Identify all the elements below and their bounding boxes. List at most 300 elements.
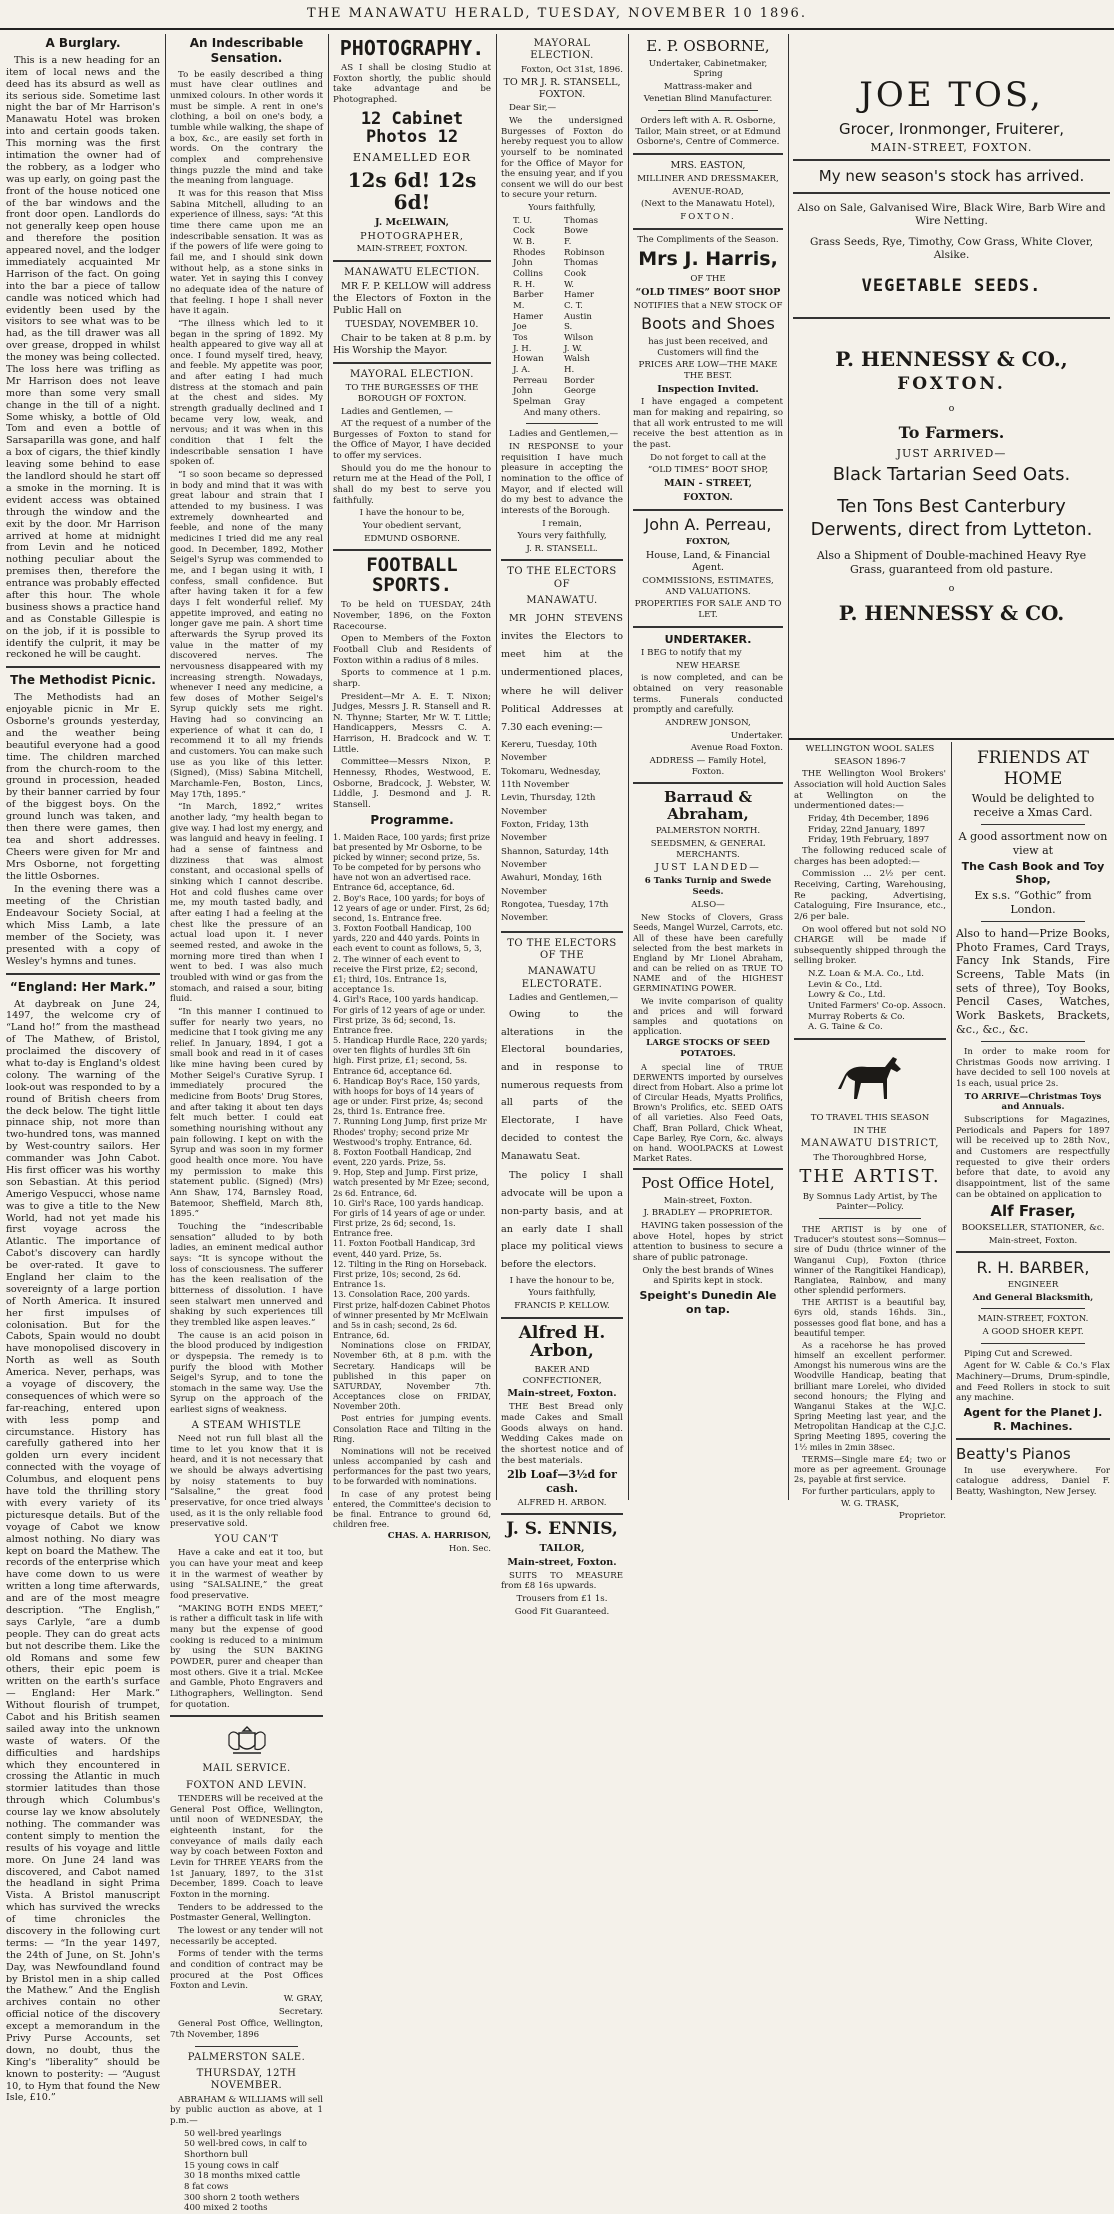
england-heading: “England: Her Mark.” bbox=[9, 979, 157, 994]
closing: I have the honour to be, bbox=[359, 508, 465, 519]
closing: Yours faithfully, bbox=[528, 203, 596, 214]
others: And many others. bbox=[523, 407, 601, 418]
rye-grass: Also a Shipment of Double-machined Heavy Rye Grass, guaranteed from old pasture. bbox=[816, 549, 1087, 577]
mail-service-heading: MAIL SERVICE. bbox=[202, 1763, 291, 1775]
list-item: 15 young cows in calf bbox=[184, 2160, 279, 2171]
photography-heading: PHOTOGRAPHY. bbox=[339, 36, 485, 60]
list-item: 300 shorn 2 tooth wethers bbox=[184, 2192, 300, 2203]
column-7b bbox=[952, 744, 1114, 1500]
list-item: 13. Consolation Race, 200 yards. First prize, half-dozen Cabinet Photos of winner presented by Mr McElwain and 5s in cash; second, 2s 6d. Entrance, 6d. bbox=[333, 1289, 491, 1341]
wool-season: SEASON 1896-7 bbox=[834, 756, 906, 767]
closing: I have the honour to be, bbox=[509, 1275, 615, 1286]
divider bbox=[633, 228, 783, 230]
list-item: N.Z. Loan & M.A. Co., Ltd. bbox=[808, 969, 925, 980]
nominations-text: Nominations will not be received unless accompanied by cash and performances for the past two years, to be forwarded with nominations. bbox=[333, 1445, 491, 1487]
list-item: Lowry & Co., Ltd. bbox=[808, 990, 886, 1001]
sensation-text: To be easily described a thing must have clear outlines and unmixed colours. In other words it must be simple. A rent in one's clothing, a boil on one's body, a tumble while walking, the shape of a box, &c., are easily set forth in words. On the contrary the complex and comprehensive things puzzle the mind and take the meaning from language. bbox=[170, 69, 323, 187]
column-6: JOE TOS, Grocer, Ironmonger, Fruiterer, MAIN-STREET, FOXTON. My new season's stock has arrived. Also on Sale, Galvanised Wire, Black Wire, Barb Wire and Wire Netting. Grass Seeds, Rye, Timothy, Cow Grass, White Clover, Alsike. VEGETABLE SEEDS. P. HENNESSY & CO., FOXTON. o To Farmers. JUST ARRIVED— Black Tartarian Seed Oats. Ten Tons Best Canterbury Derwents, direct from Lytteton. Also a Shipment of Double-machined Heavy Rye Grass, guaranteed from old pasture. o P. HENNESSY & CO. bbox=[789, 34, 1114, 734]
hotel-heading: Post Office Hotel, bbox=[641, 1174, 775, 1193]
football-text: To be held on TUESDAY, 24th November, 1896, on the Foxton Racecourse. bbox=[333, 600, 491, 632]
wire-text: Also on Sale, Galvanised Wire, Black Wire, Barb Wire and Wire Netting. bbox=[797, 201, 1106, 227]
list-item: 5. Handicap Hurdle Race, 220 yards; over ten flights of hurdles 3ft 6in high. First prize, £1; second, 5s. Entrance 6d, acceptance 6d. bbox=[333, 1035, 488, 1076]
divider bbox=[658, 110, 758, 111]
football-text: Open to Members of the Foxton Football Club and Residents of Foxton within a radius of 8 miles. bbox=[333, 634, 491, 666]
signatory: R. H. Barber bbox=[513, 279, 544, 301]
horse-icon bbox=[831, 1045, 909, 1109]
you-cant-heading: YOU CAN'T bbox=[214, 1534, 279, 1546]
electors-heading-2: MANAWATU. bbox=[526, 595, 598, 607]
list-item: 7. Running Long Jump, first prize Mr Rhodes' trophy; second prize Mr Westwood's trophy. Entrance, 6d. bbox=[333, 1116, 487, 1147]
signature-title: Undertaker. bbox=[730, 730, 783, 741]
stock-list bbox=[170, 2129, 323, 2214]
divider bbox=[501, 1513, 623, 1515]
signature: FRANCIS P. KELLOW. bbox=[514, 1301, 610, 1312]
electorate-heading: TO THE ELECTORS OF THE bbox=[507, 937, 617, 961]
signature: W. G. TRASK, bbox=[840, 1498, 900, 1509]
signature: ANDREW JONSON, bbox=[665, 718, 751, 729]
election-heading: MANAWATU ELECTION. bbox=[344, 267, 480, 279]
friends-text: In order to make room for Christmas Goods now arriving. I have decided to sell 100 novels at 1s each, usual price 2s. bbox=[956, 1047, 1110, 1090]
divider bbox=[333, 549, 491, 551]
beatty-heading: Beatty's Pianos bbox=[956, 1445, 1071, 1464]
travel-text: IN THE bbox=[853, 1125, 887, 1136]
date-line: Foxton, Oct 31st, 1896. bbox=[520, 64, 623, 75]
programme-list bbox=[333, 832, 491, 1341]
undertaker-text: I BEG to notify that my bbox=[641, 648, 742, 659]
fraser-text: Main-street, Foxton. bbox=[988, 1235, 1078, 1246]
wool-text: Commission ... 2½ per cent. Receiving, Carting, Warehousing, Re packing, Advertising, Cataloguing, Fire Insurance, etc., 2/6 per bale. bbox=[794, 869, 946, 922]
friends-text: Subscriptions for Magazines, Periodicals and Papers for 1897 will be received up to 28th Nov., and Customers are respectfully requested to give their orders before that date, to avoid any disappointment, list of the same can be obtained on application to bbox=[956, 1115, 1110, 1200]
column-7a bbox=[790, 744, 950, 1522]
closing: I remain, bbox=[542, 518, 582, 529]
barraud-text: JUST LANDED— bbox=[655, 862, 761, 874]
signatory: W. Hamer bbox=[563, 279, 594, 301]
list-item: Kereru, Tuesday, 10th November bbox=[501, 740, 598, 764]
undertaker-heading: UNDERTAKER. bbox=[664, 632, 752, 646]
photography-text: AS I shall be closing Studio at Foxton shortly, the public should take advantage and be Photographed. bbox=[333, 63, 491, 105]
signatory: S. Wilson bbox=[563, 322, 594, 343]
osborne-heading: E. P. OSBORNE, bbox=[646, 37, 770, 55]
harris-text: has just been received, and Customers will find the bbox=[648, 336, 768, 358]
picnic-text: The Methodists had an enjoyable picnic in Mr E. Osborne's grounds yesterday, and the weather being beautiful everyone had a good time. The children marched from the church-room to the ground in procession, headed by their banner carried by four of the biggest boys. On the ground lunch was taken, and then there were games, then tea and short addresses. Cheers were given for Mr and Mrs Osborne, not forgetting the little Osbornes. bbox=[6, 692, 160, 882]
signatory: Thomas Bowe bbox=[563, 215, 599, 237]
grass-text: Grass Seeds, Rye, Timothy, Cow Grass, White Clover, Alsike. bbox=[809, 236, 1094, 262]
list-item: 8. Foxton Football Handicap, 2nd event, 220 yards. Prize, 5s. bbox=[333, 1146, 472, 1168]
divider bbox=[956, 1438, 1110, 1440]
signatory: Joe Tos bbox=[513, 322, 528, 343]
programme-heading: Programme. bbox=[370, 812, 454, 827]
signature: W. GRAY, bbox=[283, 1993, 323, 2004]
kellow-date: TUESDAY, NOVEMBER 10. bbox=[345, 319, 479, 331]
fraser-heading: Alf Fraser, bbox=[990, 1202, 1076, 1221]
kellow-letter: Owing to the alterations in the Electoral boundaries, and in response to numerous requests from all parts of the Electorate, I have decided to contest the Manawatu Seat. bbox=[501, 1008, 623, 1162]
divider bbox=[333, 362, 491, 364]
harris-text: OF THE bbox=[690, 274, 726, 285]
divider bbox=[981, 824, 1085, 825]
divider bbox=[526, 423, 598, 424]
football-heading: FOOTBALL SPORTS. bbox=[366, 554, 458, 597]
acceptance-text: IN RESPONSE to your requisition I have much pleasure in accepting the nomination to the office of Mayor, and if elected will do my best to advance the interests of the Borough. bbox=[501, 441, 623, 516]
fraser-text: BOOKSELLER, STATIONER, &c. bbox=[961, 1222, 1105, 1233]
harris-text: I have engaged a competent man for making and repairing, so that all work entrusted to me will receive the best attention as in the past. bbox=[633, 397, 783, 451]
signatory: H. Border bbox=[563, 364, 595, 386]
artist-heading: THE ARTIST. bbox=[799, 1166, 941, 1188]
column-4 bbox=[497, 34, 627, 1617]
cash-book-heading: The Cash Book and Toy Shop, bbox=[961, 859, 1105, 887]
derwents: Ten Tons Best Canterbury Derwents, direct from Lytteton. bbox=[810, 495, 1093, 541]
ennis-text: Trousers from £1 1s. bbox=[516, 1593, 608, 1604]
nominations-text: In case of any protest being entered, the Committee's decision to be final. Entrance to ground 6d, children free. bbox=[333, 1488, 491, 1530]
arbon-heading: Alfred H. Arbon, bbox=[518, 1322, 606, 1362]
to-farmers: To Farmers. bbox=[898, 422, 1005, 442]
divider bbox=[633, 782, 783, 784]
list-item: United Farmers' Co-op. Assocn. bbox=[808, 1001, 946, 1012]
season-text: The Compliments of the Season. bbox=[637, 234, 779, 245]
speights-ale: Speight's Dunedin Ale on tap. bbox=[639, 1289, 777, 1316]
vegetable-seeds: VEGETABLE SEEDS. bbox=[861, 276, 1042, 297]
electors-heading: TO THE ELECTORS OF bbox=[507, 566, 617, 590]
divider bbox=[195, 2046, 298, 2047]
royal-crest-icon bbox=[225, 1723, 269, 1757]
list-item: Friday, 19th February, 1897 bbox=[808, 835, 930, 846]
post-office-date: General Post Office, Wellington, 7th November, 1896 bbox=[170, 2019, 323, 2040]
photographer-address: MAIN-STREET, FOXTON. bbox=[356, 244, 468, 255]
planet-machines: Agent for the Planet J. R. Machines. bbox=[963, 1405, 1103, 1433]
undertaker-text: NEW HEARSE bbox=[676, 660, 740, 671]
barraud-text: PALMERSTON NORTH. bbox=[655, 826, 761, 837]
joe-tos-address: MAIN-STREET, FOXTON. bbox=[870, 140, 1033, 154]
barber-text: Agent for W. Cable & Co.'s Flax Machinery—Drums, Drum-spindle, and Feed Rollers in stock to suit any machine. bbox=[956, 1361, 1110, 1404]
barber-text: Piping Cut and Screwed. bbox=[964, 1348, 1073, 1359]
column-1 bbox=[2, 34, 164, 2104]
harris-text: Do not forget to call at the bbox=[650, 452, 766, 463]
signature-title: Proprietor. bbox=[898, 1511, 946, 1522]
kellow-chair: Chair to be taken at 8 p.m. by His Worship the Mayor. bbox=[333, 333, 491, 356]
osborne-text: Should you do me the honour to return me at the Head of the Poll, I shall do my best to serve you faithfully. bbox=[333, 463, 491, 506]
hennessy-heading: P. HENNESSY & CO., bbox=[835, 347, 1068, 372]
perreau-text: House, Land, & Financial Agent. bbox=[645, 550, 771, 573]
signatory: George Gray bbox=[563, 386, 596, 407]
divider bbox=[501, 1317, 623, 1319]
stevens-text: MR JOHN STEVENS invites the Electors to meet him at the undermentioned places, where he will deliver Political Addresses at 7.30 each evening:— bbox=[501, 612, 623, 733]
easton-text: MILLINER AND DRESSMAKER, bbox=[637, 173, 779, 184]
signature: J. R. STANSELL. bbox=[526, 543, 598, 554]
barraud-heading: Barraud & Abraham, bbox=[663, 788, 753, 823]
burgesses-heading: TO THE BURGESSES OF THE BOROUGH OF FOXTON. bbox=[345, 383, 479, 404]
list-item: 50 well-bred cows, in calf to Shorthorn bull bbox=[184, 2139, 307, 2160]
list-item: 8 fat cows bbox=[184, 2181, 229, 2192]
harris-text: NOTIFIES that a NEW STOCK OF bbox=[633, 300, 783, 311]
mayoral-heading: MAYORAL ELECTION. bbox=[530, 38, 594, 62]
ennis-text: SUITS TO MEASURE from £8 16s upwards. bbox=[501, 1570, 623, 1592]
hotel-text: HAVING taken possession of the above Hotel, hopes by strict attention to business to secure a share of public patronage. bbox=[633, 1221, 783, 1264]
electorate-heading-2: MANAWATU ELECTORATE. bbox=[521, 966, 603, 990]
joe-tos-trade: Grocer, Ironmonger, Fruiterer, bbox=[839, 120, 1064, 139]
divider bbox=[633, 626, 783, 628]
easton-text: (Next to the Manawatu Hotel), bbox=[641, 199, 775, 210]
signatory: J. W. Walsh bbox=[563, 343, 590, 365]
barraud-text: A special line of TRUE DERWENTS imported by ourselves direct from Hobart. Also a prime lot of Circular Heads, Myatts Prolifics, Brown's Prolifics, etc. SEED OATS of all varieties. Also Feed Oats, Chaff, Bran Pollard, Chick Wheat, Cape Barley, Rye Corn, &c. always on hand. WOOLPACKS at Lowest Market Rates. bbox=[633, 1061, 783, 1164]
harris-text: “OLD TIMES” BOOT SHOP, bbox=[647, 465, 769, 476]
mayoral-heading: MAYORAL ELECTION. bbox=[350, 368, 474, 380]
ennis-heading: J. S. ENNIS, bbox=[506, 1519, 618, 1540]
addressee: TO MR J. R. STANSELL, FOXTON. bbox=[503, 77, 621, 101]
ennis-address: Main-street, Foxton. bbox=[507, 1556, 617, 1568]
list-item: 10. Girl's Race, 100 yards handicap. For girls of 14 years of age or under. First prize, 2s 6d; second, 1s. Entrance free. bbox=[333, 1197, 486, 1239]
signatory: C. T. Austin bbox=[563, 301, 592, 322]
easton-heading: MRS. EASTON, bbox=[670, 160, 746, 172]
list-item: Shannon, Saturday, 14th November bbox=[501, 846, 609, 870]
divider bbox=[981, 1041, 1085, 1042]
signature-address: Avenue Road Foxton. bbox=[690, 743, 783, 754]
divider bbox=[6, 666, 160, 668]
sale-date: THURSDAY, 12TH NOVEMBER. bbox=[196, 2067, 297, 2092]
just-arrived: JUST ARRIVED— bbox=[896, 446, 1007, 460]
harris-text: PRICES ARE LOW—THE MAKE THE BEST. bbox=[638, 360, 778, 381]
divider bbox=[794, 1038, 946, 1040]
signatory: John Collins bbox=[513, 258, 543, 280]
inspection-invited: Inspection Invited. bbox=[657, 383, 759, 395]
travel-district: MANAWATU DISTRICT, bbox=[800, 1138, 940, 1150]
baking-powder-text: “MAKING BOTH ENDS MEET,” is rather a difficult task in life with many but the expense of good cooking is reduced to a minimum by using the SUN BAKING POWDER, purer and cheaper than most others. Give it a trial. McKee and Gamble, Photo Engravers and Lithographers, Wellington. Send for quotation. bbox=[170, 1603, 323, 1710]
easton-text: AVENUE-ROAD, bbox=[672, 186, 744, 197]
barraud-text: SEEDSMEN, & GENERAL MERCHANTS. bbox=[650, 839, 766, 860]
signatory: John Spelman bbox=[513, 386, 552, 407]
signature-title: Secretary. bbox=[278, 2006, 323, 2017]
list-item: 2. Boy's Race, 100 yards; for boys of 12 years of age or under. First, 2s 6d; second, 1s. Entrance free. bbox=[333, 892, 490, 923]
signature: CHAS. A. HARRISON, bbox=[387, 1531, 491, 1542]
barraud-text: We invite comparison of quality and prices and will forward samples and quotations on application. bbox=[633, 995, 783, 1037]
signatory: J. A. Perreau bbox=[513, 364, 548, 386]
list-item: Foxton, Friday, 13th November bbox=[501, 820, 589, 844]
photographer-name: J. McELWAIN, bbox=[375, 216, 449, 228]
list-item: Friday, 22nd January, 1897 bbox=[808, 824, 926, 835]
divider bbox=[501, 931, 623, 933]
harris-text: FOXTON. bbox=[683, 491, 733, 503]
column-2 bbox=[166, 34, 327, 2214]
divider bbox=[819, 1218, 921, 1219]
list-item: Awahuri, Monday, 16th November bbox=[501, 873, 602, 897]
kellow-text: MR F. P. KELLOW will address the Electors of Foxton in the Public Hall on bbox=[333, 281, 491, 317]
auction-text: ABRAHAM & WILLIAMS will sell by public auction as above, at 1 p.m.— bbox=[170, 2094, 323, 2127]
foxton-levin-heading: FOXTON AND LEVIN. bbox=[186, 1779, 307, 1791]
divider bbox=[793, 192, 1110, 194]
divider bbox=[6, 973, 160, 975]
sensation-text: The cause is an acid poison in the blood produced by indigestion or dyspepsia. The remedy is to purify the blood with Mother Seigel's Syrup, and to tone the stomach in the same way. Use the Syrup on the approach of the earliest signs of weakness. bbox=[170, 1330, 323, 1416]
wool-text: On wool offered but not sold NO CHARGE will be made if subsequently shipped through the selling broker. bbox=[794, 924, 946, 967]
barraud-text: LARGE STOCKS OF SEED POTATOES. bbox=[646, 1038, 770, 1059]
barber-text: A GOOD SHOER KEPT. bbox=[982, 1327, 1084, 1338]
list-item: Friday, 4th December, 1896 bbox=[808, 813, 929, 824]
steam-whistle-text: Need not run full blast all the time to let you know that it is heard, and it is not necessary that we should be always advertising by noisy statements to buy “Salsaline,” the great food preservative, for once tried always used, as it is the only reliable food preservative sold. bbox=[170, 1434, 323, 1530]
column-5 bbox=[629, 34, 787, 1500]
tender-text: TENDERS will be received at the General Post Office, Wellington, until noon of WEDNESDAY, the eighteenth instant, for the conveyance of mails daily each way by coach between Foxton and Levin for THREE YEARS from the 1st January, 1897, to the 31st December, 1899. Coach to leave Foxton in the morning. bbox=[170, 1794, 323, 1900]
travel-heading: TO TRAVEL THIS SEASON bbox=[810, 1113, 930, 1124]
enamelled: ENAMELLED EOR bbox=[352, 151, 472, 164]
friends-heading: FRIENDS AT HOME bbox=[977, 748, 1089, 790]
tender-text: Tenders to be addressed to the Postmaster General, Wellington. bbox=[170, 1902, 323, 1924]
closing: Yours very faithfully, bbox=[517, 531, 607, 542]
tender-text: Forms of tender with the terms and condition of contract may be procured at the Post Offices Foxton and Levin. bbox=[170, 1949, 323, 1992]
list-item: 11. Foxton Football Handicap, 3rd event, 440 yard. Prize, 5s. bbox=[333, 1238, 476, 1259]
ennis-trade: TAILOR, bbox=[539, 1542, 585, 1554]
sensation-text: “In this manner I continued to suffer for nearly two years, no medicine that I took giving me any relief. In January, 1894, I got a small book and read in it of cases like mine having been cured by Mother Seigel's Curative Syrup. I immediately procured the medicine from Boots' Drug Stores, and after taking it about ten days felt much better. I could eat something nourishing without any pain following. I kept on with the Syrup and was soon in my former good health once more. You have my permission to make this statement public. (Signed) (Mrs) Ann Shaw, 174, Barnsley Road, Batemoor, Sheffield, March 8th, 1895.” bbox=[170, 1006, 323, 1220]
hennessy-footer: P. HENNESSY & CO. bbox=[838, 600, 1065, 625]
signatory: M. Hamer bbox=[513, 301, 543, 322]
artist-text: THE ARTIST is by one of Traducer's stoutest sons—Somnus—sire of Dudu (thrice winner of the Wanganui Cup), Foxton (thrice winner of the Rangitikei Handicap), Rangiatea, Rainbow, and many other splendid performers. bbox=[794, 1224, 946, 1296]
cabinet-photos: 12 Cabinet Photos 12 bbox=[360, 108, 464, 148]
list-item: 4. Girl's Race, 100 yards handicap. For girls of 12 years of age or under. First prize, 3s 6d; second, 1s. Entrance free. bbox=[333, 994, 486, 1035]
divider bbox=[793, 159, 1110, 161]
sensation-heading: An Indescribable Sensation. bbox=[189, 36, 304, 65]
barber-text: MAIN-STREET, FOXTON. bbox=[977, 1314, 1089, 1325]
football-officials: President—Mr A. E. T. Nixon; Judges, Messrs J. R. Stansell and R. N. Thynne; Starter, Mr W. T. Little; Handicappers, Messrs C. A. Harrison, H. Bradcock and W. T. Little. bbox=[333, 691, 491, 755]
list-item: 30 18 months mixed cattle bbox=[184, 2171, 301, 2182]
barraud-text: New Stocks of Clovers, Grass Seeds, Mangel Wurzel, Carrots, etc. All of these have been carefully selected from the best markets in England by Mr Lionel Abraham, and can be relied on as TRUE TO NAME and of the HIGHEST GERMINATING POWER. bbox=[633, 912, 783, 994]
artist-text: For further particulars, apply to bbox=[802, 1486, 935, 1497]
artist-text: TERMS—Single mare £4; two or more as per agreement. Grounage 2s, payable at first service. bbox=[794, 1453, 946, 1485]
perreau-text: PROPERTIES FOR SALE AND TO LET. bbox=[634, 599, 782, 620]
list-item: 3. Foxton Football Handicap, 100 yards, 220 and 440 yards. Points in each event to count as follows, 5, 3, 2. The winner of each event to receive the First prize, £2; second, £1; third, 10s. Entrance 1s, acceptance 1s. bbox=[333, 923, 482, 995]
list-item: A. G. Taine & Co. bbox=[808, 1022, 883, 1033]
undertaker-address: ADDRESS — Family Hotel, Foxton. bbox=[649, 756, 767, 777]
loaf-price: 2lb Loaf—3½d for cash. bbox=[507, 1468, 617, 1495]
osborne-trade: Mattrass-maker and bbox=[663, 81, 753, 92]
photographer-title: PHOTOGRAPHER, bbox=[360, 230, 464, 242]
harris-heading: Mrs J. Harris, bbox=[638, 248, 778, 271]
joe-tos-heading: JOE TOS, bbox=[859, 75, 1044, 115]
list-item: Levin & Co., Ltd. bbox=[808, 979, 883, 990]
travel-text: The Thoroughbred Horse, bbox=[813, 1152, 927, 1163]
divider bbox=[981, 1308, 1085, 1309]
perreau-text: FOXTON, bbox=[685, 537, 731, 548]
osborne-orders: Orders left with A. R. Osborne, Tailor, Main street, or at Edmund Osborne's, Centre of Commerce. bbox=[635, 116, 781, 148]
requisition-text: We the undersigned Burgesses of Foxton do hereby request you to allow yourself to be nominated for the Office of Mayor for the ensuing year, and if you consent we will do our best to secure your return. bbox=[501, 115, 623, 201]
barraud-text: 6 Tanks Turnip and Swede Seeds. bbox=[644, 876, 772, 897]
osborne-trade: Undertaker, Cabinetmaker, Spring bbox=[648, 58, 768, 80]
signatory: T. U. Cock bbox=[513, 215, 535, 237]
sensation-text: It was for this reason that Miss Sabina Mitchell, alluding to an experience of illness, says: “At this time there came upon me an indescribable sensation. It was as if the powers of life were going to fail me, and I should sink down without help, as a stone sinks in water. Yet in saying this I convey no adequate idea of the nature of that feeling. I hope I shall never have it again. bbox=[170, 188, 323, 317]
divider bbox=[789, 738, 1114, 740]
divider bbox=[333, 260, 491, 262]
nominations-text: Nominations close on FRIDAY, November 6th, at 8 p.m. with the Secretary. Handicaps will be published in this paper on SATURDAY, November 7th. Acceptances close on FRIDAY, November 20th. bbox=[333, 1340, 491, 1412]
england-text: At daybreak on June 24, 1497, the welcome cry of “Land ho!” from the masthead of The Mathew, of Bristol, proclaimed the discovery of what to-day is England's oldest colony. The warning of the look-out was responded to by a round of British cheers from the deck below. The tight little pinnace ship, not more than two-hundred tons, was manned by West-country sailors. Her commander was John Cabot. His first officer was his worthy son Sebastian. At this period Amerigo Vespucci, whose name was to give a title to the New World, had not yet made his first voyage across the Atlantic. The importance of Cabot's discovery can hardly be over-rated. It gave to England her claim to the sovereignty of a large portion of North America. It insured her first impulses of colonisation. But for the Cabots, Spain would no doubt have monopolised discovery in North as well as South America. Never, perhaps, was a voyage of discovery, the consequences of which were so far-reaching, entered upon with less pomp and circumstance. History has carefully gathered into her golden urn every incident connected with the voyage of Columbus, and eloquent pens have told the thrilling story with every variety of its picturesque details. But of the voyage of Cabot we know almost nothing. No diary was kept on board the Mathew. The records of the enterprise which have come down to us were written a long time afterwards, and are of the most meagre description. “The English,” says Carlyle, “are a dumb people. They can do great acts but not describe them. Like the old Romans and some few others, their epic poem is written on the earth's surface — England: Her Mark.” Without flourish of trumpet, Cabot and his British seamen sailed away into the unknown waste of waters. Of the difficulties and hardships which they encountered in crossing the Atlantic in much stormier latitudes than those through which Columbus's course lay we know absolutely nothing. The commander was content simply to mention the results of his voyage and little more. On June 24 land was discovered, and Cabot named the headland in sight Prima Vista. A Bristol manuscript which has survived the wrecks of time chronicles the discovery in the following curt terms: — “In the year 1497, the 24th of June, on St. John's Day, was Newfoundland found by Bristol men in a ship called the Mathew.” And the English archives contain no other official notice of the discovery except a memorandum in the Privy Purse Accounts, set down, no doubt, thus the King's “liberality” should be known to posterity: — “August 10, to Hym that found the New Isle, £10.” bbox=[6, 998, 160, 2104]
you-cant-text: Have a cake and eat it too, but you can have your meat and keep it in the warmest of weather by using “SALSALINE,” the great food preservative. bbox=[170, 1548, 323, 1602]
hotel-text: J. BRADLEY — PROPRIETOR. bbox=[643, 1208, 773, 1219]
picnic-text-2: In the evening there was a meeting of the Christian Endeavour Society Social, at which Miss Lamb, a late member of the Society, was presented with a copy of Wesley's hymns and tunes. bbox=[6, 884, 160, 967]
closing: Your obedient servant, bbox=[362, 521, 462, 532]
signatory: J. H. Howan bbox=[513, 343, 544, 365]
friends-text: A good assortment now on view at bbox=[958, 830, 1108, 858]
new-stock: My new season's stock has arrived. bbox=[818, 167, 1085, 186]
nominations-text: Post entries for jumping events. Consolation Race and Tilting in the Ring. bbox=[333, 1413, 491, 1444]
arbon-text: THE Best Bread only made Cakes and Small Goods always on hand. Wedding Cakes made on the shortest notice and of the best materials. bbox=[501, 1402, 623, 1466]
football-committee: Committee—Messrs Nixon, P. Hennessy, Rhodes, Westwood, E. Osborne, Bradcock, J. Webster, W. Liddle, J. Desmond and J. R. Stansell. bbox=[333, 757, 491, 811]
salutation: Dear Sir,— bbox=[509, 103, 557, 114]
hotel-text: Only the best brands of Wines and Spirits kept in stock. bbox=[642, 1265, 774, 1287]
artist-text: By Somnus Lady Artist, by The Painter—Policy. bbox=[802, 1191, 938, 1213]
signatory: W. B. Rhodes bbox=[513, 237, 546, 258]
hotel-text: Main-street, Foxton. bbox=[663, 1195, 753, 1206]
list-item: 1. Maiden Race, 100 yards; first prize bat presented by Mr Osborne, to be picked by winner; second prize, 5s. To be competed for by persons who have not won an advertised race. Entrance 6d, acceptance, 6d. bbox=[333, 831, 490, 893]
salutation: Ladies and Gentlemen,— bbox=[509, 429, 619, 440]
divider bbox=[633, 509, 783, 511]
signature: EDMUND OSBORNE. bbox=[364, 533, 460, 544]
wool-dates bbox=[794, 814, 946, 846]
burglary-heading: A Burglary. bbox=[45, 36, 121, 50]
sensation-text: “I so soon became so depressed in body and mind that it was with great labour and strain that I attended to my business. I was extremely downhearted and feeble, and none of the many medicines I tried did me any real good. In December, 1892, Mother Seigel's Syrup was commended to me, and I began using it with, I confess, small confidence. But after having taken it for a few days I felt wonderful relief. My appetite improved, and eating no longer gave me pain. A short time afterwards the Syrup proved its value in the matter of my discovered nerves. The nervousness disappeared with my increasing strength. Nowadays, whenever I need any medicine, a few doses of Mother Seigel's Syrup quickly sets me right. Having had so convincing an experience of what it can do, I recommend it to all my friends and customers. You can make such use as you like of this letter. (Signed), (Miss) Sabina Mitchell, Marchamle-Fen, Boston, Lincs, May 17th, 1895.” bbox=[170, 470, 323, 800]
friends-text: Ex s.s. “Gothic” from London. bbox=[974, 888, 1092, 916]
wool-text: THE Wellington Wool Brokers' Association will hold Auction Sales at Wellington on the undermentioned dates:— bbox=[794, 769, 947, 812]
undertaker-text: is now completed, and can be obtained on very reasonable terms. Funerals conducted promptly and carefully. bbox=[633, 673, 783, 716]
osborne-trade: Venetian Blind Manufacturer. bbox=[643, 94, 773, 105]
column-3 bbox=[329, 34, 495, 1554]
salutation: Ladies and Gentlemen, — bbox=[341, 406, 453, 417]
signature-title: Hon. Sec. bbox=[448, 1543, 491, 1554]
divider bbox=[501, 559, 623, 561]
arbon-address: Main-street, Foxton. bbox=[507, 1388, 617, 1400]
divider bbox=[981, 921, 1085, 922]
signatories bbox=[501, 216, 623, 408]
seed-oats: Black Tartarian Seed Oats. bbox=[832, 464, 1071, 486]
arbon-trade: BAKER AND CONFECTIONER, bbox=[522, 1365, 602, 1386]
places-list bbox=[501, 739, 623, 925]
list-item: 6. Handicap Boy's Race, 150 yards, with hoops for boys of 14 years of age or under. First prize, 4s; second 2s, third 1s. Entrance free. bbox=[333, 1075, 484, 1117]
list-item: 400 mixed 2 tooths bbox=[184, 2203, 268, 2214]
tender-text: The lowest or any tender will not necessarily be accepted. bbox=[170, 1925, 323, 1947]
sensation-text: “In March, 1892,” writes another lady, “my health began to give way. I had lost my energy, and was languid and heavy in feeling. I had a sense of faintness and dizziness that was almost constant, and occasional spells of sinking which I cannot describe. Hot and cold flushes came over me, my mouth tasted badly, and after eating I had a feeling at the chest like the pressure of an actual load upon it. I never seemed rested, and awoke in the morning more tired than when I went to bed. I was also much troubled with wind or gas from the stomach, and raised a sour, biting fluid. bbox=[170, 802, 323, 1005]
divider bbox=[793, 317, 1110, 319]
salutation: Ladies and Gentlemen,— bbox=[509, 993, 619, 1004]
list-item: 12. Tilting in the Ring on Horseback. First prize, 10s; second, 2s 6d. Entrance 1s. bbox=[333, 1258, 487, 1290]
picnic-heading: The Methodist Picnic. bbox=[10, 673, 156, 688]
wool-heading: WELLINGTON WOOL SALES bbox=[805, 744, 935, 754]
closing: Yours faithfully, bbox=[528, 1288, 596, 1299]
divider bbox=[170, 1715, 323, 1717]
perreau-heading: John A. Perreau, bbox=[644, 514, 772, 534]
football-text: Sports to commence at 1 p.m. sharp. bbox=[333, 668, 491, 689]
divider bbox=[633, 1168, 783, 1170]
beatty-text: In use everywhere. For catalogue address, Daniel F. Beatty, Washington, New Jersey. bbox=[956, 1465, 1110, 1498]
barber-heading: R. H. BARBER, bbox=[976, 1258, 1090, 1278]
signatory: F. Robinson bbox=[563, 237, 605, 258]
kellow-letter: The policy I shall advocate will be upon a non-party basis, and at an early date I shall place my political views before the electors. bbox=[501, 1170, 623, 1271]
easton-text: FOXTON. bbox=[680, 211, 736, 222]
barber-text: ENGINEER bbox=[1007, 1280, 1059, 1291]
divider bbox=[633, 153, 783, 155]
wool-text: The following reduced scale of charges has been adopted:— bbox=[794, 845, 946, 867]
harris-shop: “OLD TIMES” BOOT SHOP bbox=[635, 286, 781, 298]
hennessy-foxton: FOXTON. bbox=[897, 373, 1006, 394]
wool-firms bbox=[794, 969, 946, 1033]
to-arrive: TO ARRIVE—Christmas Toys and Annuals. bbox=[964, 1091, 1102, 1113]
price: 12s 6d! 12s 6d! bbox=[347, 167, 477, 214]
boots-heading: Boots and Shoes bbox=[641, 314, 775, 334]
harris-text: MAIN - STREET, bbox=[663, 478, 753, 490]
list-item: 9. Hop, Step and Jump. First prize, watch presented by Mr Ezee; second, 2s 6d. Entrance, 6d. bbox=[333, 1167, 490, 1198]
sensation-text: “The illness which led to it began in the spring of 1892. My health appeared to give way all at once. I found myself tired, heavy, and feeble. My appetite was poor, and after eating I had much distress at the stomach and pain at the chest and sides. My strength gradually declined and I became very low, weak, and nervous; and it was when in this condition that I felt the indescribable sensation I have spoken of. bbox=[170, 318, 323, 468]
list-item: Rongotea, Tuesday, 17th November. bbox=[501, 899, 609, 924]
sensation-text: Touching the “indescribable sensation” alluded to by both ladies, an eminent medical author says: “It is syncope without the loss of consciousness. The sufferer has the keen realisation of the bitterness of dissolution. I have seen stalwart men unnerved and shaking by such experiences till they trembled like aspen leaves.” bbox=[170, 1221, 323, 1328]
ennis-text: Good Fit Guaranteed. bbox=[514, 1606, 610, 1617]
artist-text: THE ARTIST is a beautiful bay, 6yrs old, stands 16hds. 3in., possesses good flat bone, and has a beautiful temper. bbox=[794, 1297, 946, 1338]
signatory: Thomas Cook bbox=[563, 258, 599, 280]
palmerston-sale-heading: PALMERSTON SALE. bbox=[187, 2051, 306, 2063]
osborne-text: AT the request of a number of the Burgesses of Foxton to stand for the Office of Mayor, I have decided to offer my services. bbox=[333, 419, 491, 462]
list-item: Levin, Thursday, 12th November bbox=[501, 793, 596, 817]
signature: ALFRED H. ARBON. bbox=[517, 1497, 607, 1508]
artist-text: As a racehorse he has proved himself an excellent performer. Amongst his numerous wins are the Woodville Handicap, beating that brilliant mare Lorelei, who divided second honours; the Flying and Wanganui Stakes at the W.J.C. Spring Meeting last year, and the Metropolitan Handicap at the C.J.C. Spring Meeting 1895, covering the 1½ miles in 2min 38sec. bbox=[794, 1339, 946, 1452]
